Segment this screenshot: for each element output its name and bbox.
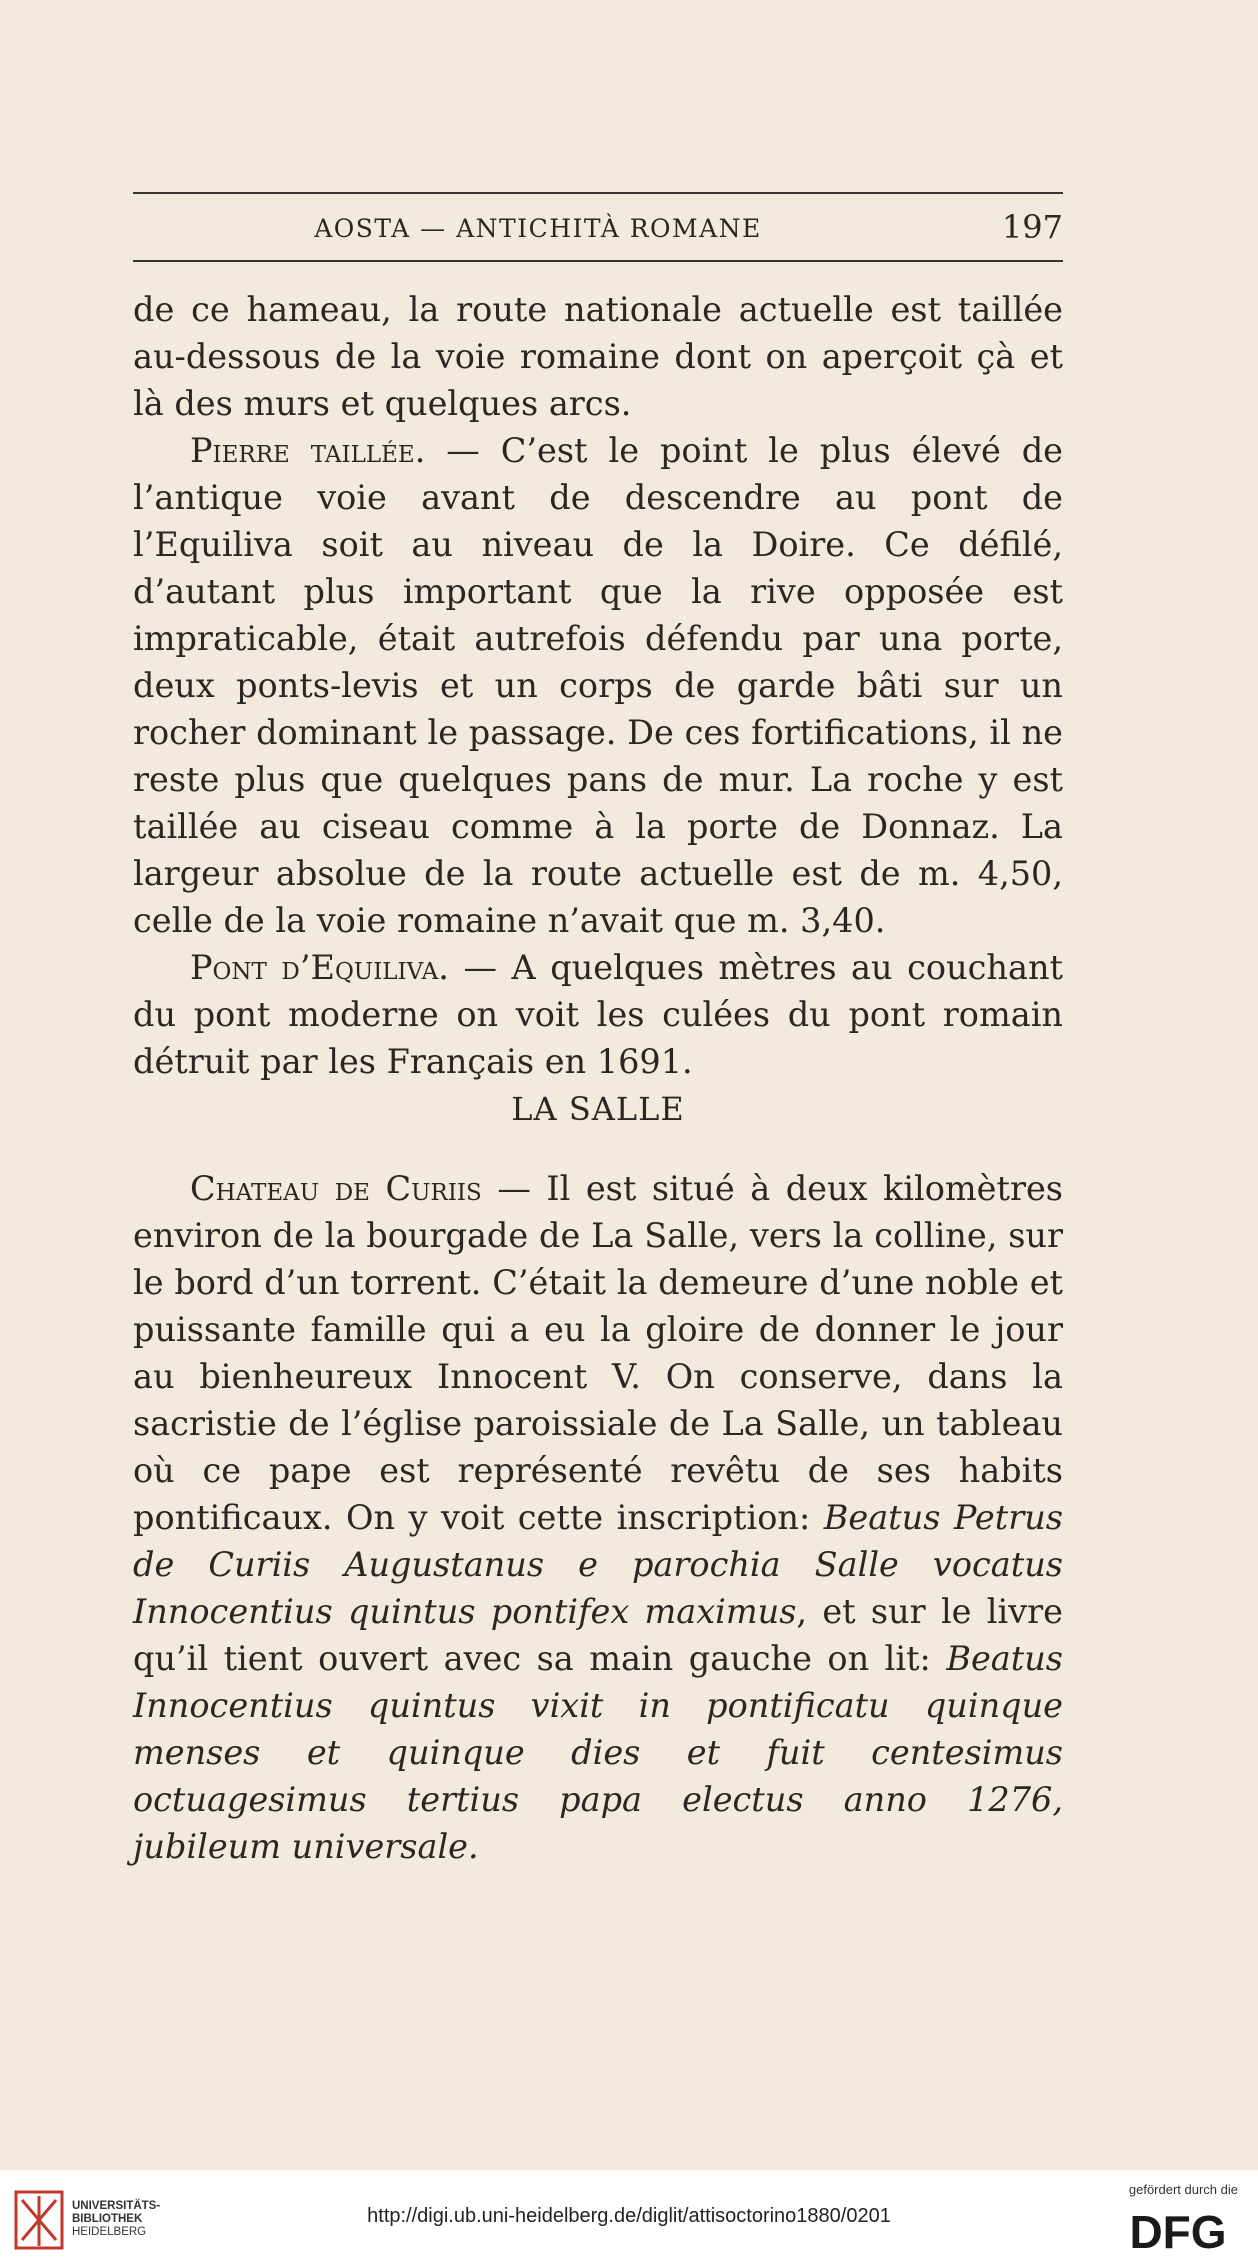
inscription-italic: Beatus Petrus de Curiis Augustanus e parochia Salle vocatus Innocentius quintus pontifex maximus: [133, 1498, 1063, 1631]
running-head: [133, 208, 1063, 252]
paragraph-pont-equiliva: [133, 944, 1063, 1085]
pont-equiliva-text: — A quelques mètres au couchant du pont moderne on voit les culées du pont romain détruit par les Français en 1691.: [133, 948, 1064, 1081]
funding-text: gefördert durch die: [1128, 2182, 1238, 2197]
dfg-logo-icon: [1118, 2204, 1238, 2254]
header-rule-top: [133, 192, 1063, 194]
running-title: AOSTA — ANTICHITÀ ROMANE: [314, 214, 762, 243]
pont-equiliva-label: Pont d’Equiliva.: [190, 948, 449, 987]
paragraph-pierre-taillee: [133, 427, 1063, 944]
chateau-curiis-text-b: , et sur le livre qu’il tient ouvert avec sa main gauche on lit:: [133, 1592, 1063, 1678]
paragraph-chateau-curiis: [133, 1165, 1063, 1870]
chateau-curiis-label: Chateau de Curiis: [190, 1169, 482, 1208]
body-text-la-salle: [133, 1165, 1063, 1870]
dfg-logo-text: DFG: [1129, 2206, 1227, 2254]
paragraph-hameau-text: de ce hameau, la route nationale actuelle est taillée au-dessous de la voie romaine dont on aperçoit çà et là des murs et quelques arcs.: [133, 290, 1063, 423]
pierre-taillee-label: Pierre taillée.: [190, 431, 426, 470]
book-inscription-italic: Beatus Innocentius quintus vixit in pontificatu quinque menses et quinque dies et fuit centesimus octuagesimus tertius papa electus anno 1276, jubileum universale.: [133, 1639, 1063, 1866]
pierre-taillee-text: — C’est le point le plus élevé de l’antique voie avant de descendre au pont de l’Equiliva soit au niveau de la Doire. Ce défilé, d’autant plus important que la rive opposée est impraticable, était autrefois défendu par una porte, deux ponts-levis et un corps de garde bâti sur un rocher dominant le passage. De ces fortifications, il ne reste plus que quelques pans de mur. La roche y est taillée au ciseau comme à la porte de Donnaz. La largeur absolue de la route actuelle est de m. 4,50, celle de la voie romaine n’avait que m. 3,40.: [133, 431, 1063, 940]
library-name-line1: UNIVERSITÄTS-: [72, 2200, 161, 2212]
paragraph-hameau: [133, 286, 1063, 427]
header-rule-bottom: [133, 260, 1063, 262]
digitization-footer: [0, 2170, 1258, 2265]
chateau-curiis-text-a: — Il est situé à deux kilomètres environ de la bourgade de La Salle, vers la colline, sur le bord d’un torrent. C’était la demeure d’une noble et puissante famille qui a eu la gloire de donner le jour au bienheureux Innocent V. On conserve, dans la sacristie de l’église paroissiale de La Salle, un tableau où ce pape est représenté revêtu de ses habits pontificaux. On y voit cette inscription:: [133, 1169, 1063, 1537]
library-name-line2: BIBLIOTHEK: [72, 2213, 143, 2225]
body-text-top: [133, 286, 1063, 1085]
page-number: 197: [1001, 208, 1063, 246]
library-name-line3: HEIDELBERG: [72, 2226, 147, 2238]
source-url-link[interactable]: http://digi.ub.uni-heidelberg.de/diglit/attisoctorino1880/0201: [367, 2205, 891, 2227]
section-heading-la-salle: LA SALLE: [511, 1090, 685, 1128]
